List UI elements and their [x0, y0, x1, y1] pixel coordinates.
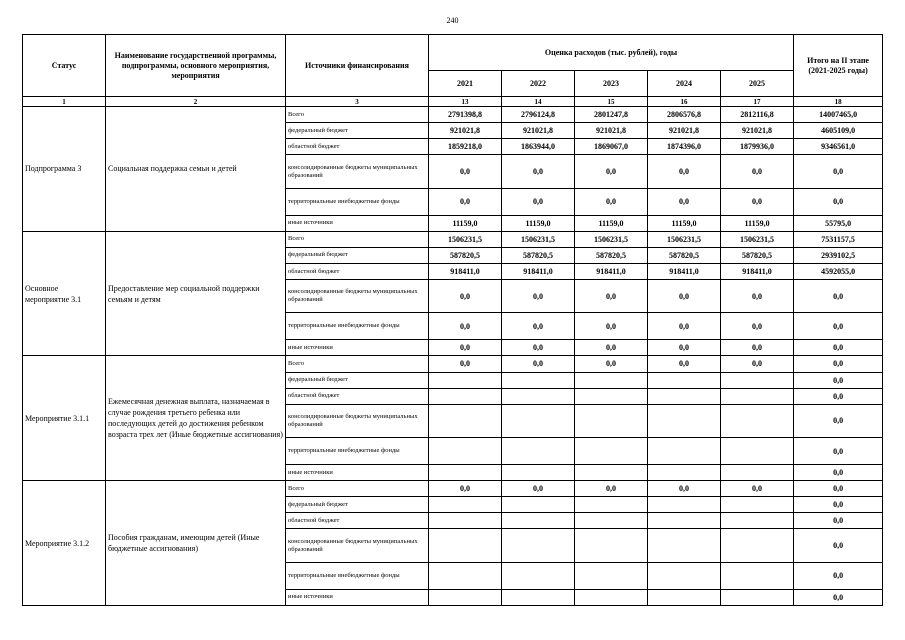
year-value — [502, 529, 575, 562]
total-value: 0,0 — [794, 513, 883, 529]
year-value — [429, 404, 502, 437]
year-value: 587820,5 — [575, 247, 648, 263]
year-value: 11159,0 — [648, 215, 721, 231]
year-value — [429, 438, 502, 465]
year-value: 921021,8 — [429, 123, 502, 139]
year-value: 1859218,0 — [429, 139, 502, 155]
funding-source: территориальные внебюджетные фонды — [286, 562, 429, 589]
year-value: 1506231,5 — [575, 231, 648, 247]
column-index: 17 — [721, 97, 794, 107]
total-value: 0,0 — [794, 464, 883, 480]
total-value: 14007465,0 — [794, 107, 883, 123]
section-name: Ежемесячная денежная выплата, назначаемая в случае рождения третьего ребенка или последующих детей до достижения ребенком возраста трех лет (Иные бюджетные ассигнования) — [106, 356, 286, 481]
section-name: Пособия гражданам, имеющим детей (Иные бюджетные ассигнования) — [106, 481, 286, 606]
section-name: Социальная поддержка семьи и детей — [106, 107, 286, 232]
year-value: 921021,8 — [502, 123, 575, 139]
year-value — [575, 529, 648, 562]
year-value: 918411,0 — [648, 263, 721, 279]
section-status: Основное мероприятие 3.1 — [23, 231, 106, 356]
header-total: Итого на II этапе (2021-2025 годы) — [794, 35, 883, 97]
year-value — [429, 388, 502, 404]
year-value — [721, 372, 794, 388]
year-value: 0,0 — [721, 280, 794, 313]
funding-source: Всего — [286, 231, 429, 247]
year-value — [429, 589, 502, 605]
year-value: 0,0 — [721, 313, 794, 340]
year-value: 918411,0 — [721, 263, 794, 279]
total-value: 0,0 — [794, 356, 883, 372]
year-value: 0,0 — [502, 280, 575, 313]
year-value — [575, 513, 648, 529]
header-status: Статус — [23, 35, 106, 97]
header-year: 2023 — [575, 71, 648, 97]
table-row — [23, 481, 883, 497]
year-value: 2791398,8 — [429, 107, 502, 123]
year-value: 11159,0 — [429, 215, 502, 231]
header-year: 2022 — [502, 71, 575, 97]
year-value — [502, 438, 575, 465]
funding-source: Всего — [286, 481, 429, 497]
year-value — [721, 438, 794, 465]
total-value: 0,0 — [794, 188, 883, 215]
year-value — [502, 464, 575, 480]
funding-source: территориальные внебюджетные фонды — [286, 438, 429, 465]
year-value: 0,0 — [648, 356, 721, 372]
funding-source: консолидированные бюджеты муниципальных образований — [286, 280, 429, 313]
year-value: 0,0 — [648, 155, 721, 188]
year-value: 921021,8 — [648, 123, 721, 139]
total-value: 4592055,0 — [794, 263, 883, 279]
year-value: 587820,5 — [429, 247, 502, 263]
table-row — [23, 356, 883, 372]
page-number: 240 — [446, 16, 459, 25]
funding-source: иные источники — [286, 215, 429, 231]
funding-source: территориальные внебюджетные фонды — [286, 313, 429, 340]
total-value: 9346561,0 — [794, 139, 883, 155]
funding-source: иные источники — [286, 340, 429, 356]
total-value: 4605109,0 — [794, 123, 883, 139]
year-value: 587820,5 — [502, 247, 575, 263]
year-value: 0,0 — [429, 340, 502, 356]
year-value — [721, 589, 794, 605]
year-value — [648, 513, 721, 529]
year-value: 921021,8 — [721, 123, 794, 139]
year-value: 918411,0 — [575, 263, 648, 279]
year-value: 0,0 — [721, 188, 794, 215]
year-value — [721, 562, 794, 589]
year-value: 0,0 — [721, 155, 794, 188]
year-value: 0,0 — [648, 188, 721, 215]
funding-source: федеральный бюджет — [286, 247, 429, 263]
year-value: 0,0 — [575, 313, 648, 340]
year-value — [502, 388, 575, 404]
total-value: 0,0 — [794, 155, 883, 188]
year-value: 11159,0 — [502, 215, 575, 231]
year-value — [429, 513, 502, 529]
total-value: 0,0 — [794, 529, 883, 562]
year-value: 0,0 — [502, 313, 575, 340]
year-value — [721, 497, 794, 513]
year-value: 0,0 — [721, 356, 794, 372]
year-value: 1879936,0 — [721, 139, 794, 155]
table-row — [23, 107, 883, 123]
year-value — [575, 497, 648, 513]
year-value — [648, 404, 721, 437]
year-value: 0,0 — [575, 356, 648, 372]
total-value: 2939102,5 — [794, 247, 883, 263]
table-row — [23, 231, 883, 247]
total-value: 0,0 — [794, 562, 883, 589]
funding-source: областной бюджет — [286, 388, 429, 404]
total-value: 0,0 — [794, 404, 883, 437]
year-value — [648, 372, 721, 388]
funding-source: федеральный бюджет — [286, 123, 429, 139]
total-value: 0,0 — [794, 372, 883, 388]
year-value — [429, 529, 502, 562]
section-name: Предоставление мер социальной поддержки семьям и детям — [106, 231, 286, 356]
total-value: 0,0 — [794, 589, 883, 605]
column-index: 16 — [648, 97, 721, 107]
total-value: 0,0 — [794, 313, 883, 340]
year-value — [502, 562, 575, 589]
year-value: 587820,5 — [721, 247, 794, 263]
column-index: 15 — [575, 97, 648, 107]
year-value: 2796124,8 — [502, 107, 575, 123]
year-value — [721, 513, 794, 529]
year-value — [575, 562, 648, 589]
year-value — [721, 404, 794, 437]
year-value — [648, 529, 721, 562]
year-value — [575, 438, 648, 465]
year-value: 2812116,8 — [721, 107, 794, 123]
header-estimate: Оценка расходов (тыс. рублей), годы — [429, 35, 794, 71]
year-value: 0,0 — [721, 481, 794, 497]
year-value: 0,0 — [429, 481, 502, 497]
year-value: 1506231,5 — [721, 231, 794, 247]
year-value: 11159,0 — [575, 215, 648, 231]
year-value — [429, 497, 502, 513]
year-value: 0,0 — [575, 188, 648, 215]
funding-source: федеральный бюджет — [286, 497, 429, 513]
year-value: 0,0 — [648, 313, 721, 340]
year-value: 0,0 — [429, 280, 502, 313]
year-value — [429, 464, 502, 480]
year-value — [575, 589, 648, 605]
year-value: 587820,5 — [648, 247, 721, 263]
year-value — [648, 464, 721, 480]
year-value: 1869067,0 — [575, 139, 648, 155]
funding-source: областной бюджет — [286, 263, 429, 279]
column-index: 1 — [23, 97, 106, 107]
total-value: 0,0 — [794, 481, 883, 497]
funding-source: иные источники — [286, 464, 429, 480]
year-value — [502, 372, 575, 388]
year-value: 921021,8 — [575, 123, 648, 139]
year-value: 0,0 — [429, 313, 502, 340]
year-value: 0,0 — [429, 188, 502, 215]
year-value: 918411,0 — [429, 263, 502, 279]
year-value: 0,0 — [575, 155, 648, 188]
year-value: 0,0 — [502, 155, 575, 188]
year-value: 2801247,8 — [575, 107, 648, 123]
column-index: 18 — [794, 97, 883, 107]
section-status: Подпрограмма 3 — [23, 107, 106, 232]
year-value: 0,0 — [648, 481, 721, 497]
section-status: Мероприятие 3.1.2 — [23, 481, 106, 606]
year-value: 0,0 — [502, 188, 575, 215]
year-value — [575, 464, 648, 480]
column-index: 13 — [429, 97, 502, 107]
year-value: 1506231,5 — [502, 231, 575, 247]
header-name: Наименование государственной программы, подпрограммы, основного мероприятия, мероприятия — [106, 35, 286, 97]
funding-source: областной бюджет — [286, 139, 429, 155]
funding-source: Всего — [286, 356, 429, 372]
total-value: 0,0 — [794, 388, 883, 404]
year-value: 0,0 — [648, 280, 721, 313]
year-value — [502, 497, 575, 513]
year-value: 0,0 — [721, 340, 794, 356]
funding-source: консолидированные бюджеты муниципальных образований — [286, 404, 429, 437]
total-value: 0,0 — [794, 280, 883, 313]
year-value — [721, 529, 794, 562]
year-value: 918411,0 — [502, 263, 575, 279]
funding-source: консолидированные бюджеты муниципальных образований — [286, 529, 429, 562]
funding-source: территориальные внебюджетные фонды — [286, 188, 429, 215]
year-value: 0,0 — [575, 280, 648, 313]
total-value: 0,0 — [794, 497, 883, 513]
total-value: 0,0 — [794, 438, 883, 465]
year-value — [648, 562, 721, 589]
header-sources: Источники финансирования — [286, 35, 429, 97]
year-value — [648, 438, 721, 465]
year-value — [648, 497, 721, 513]
total-value: 7531157,5 — [794, 231, 883, 247]
column-index: 14 — [502, 97, 575, 107]
year-value — [721, 388, 794, 404]
year-value: 1506231,5 — [429, 231, 502, 247]
funding-source: федеральный бюджет — [286, 372, 429, 388]
year-value: 1506231,5 — [648, 231, 721, 247]
year-value: 0,0 — [575, 340, 648, 356]
year-value — [502, 404, 575, 437]
year-value: 2806576,8 — [648, 107, 721, 123]
column-index: 3 — [286, 97, 429, 107]
year-value — [648, 388, 721, 404]
column-index: 2 — [106, 97, 286, 107]
year-value — [575, 404, 648, 437]
year-value — [502, 513, 575, 529]
header-year: 2025 — [721, 71, 794, 97]
year-value: 0,0 — [502, 340, 575, 356]
year-value — [575, 372, 648, 388]
funding-source: иные источники — [286, 589, 429, 605]
year-value — [429, 372, 502, 388]
funding-source: областной бюджет — [286, 513, 429, 529]
header-year: 2024 — [648, 71, 721, 97]
header-year: 2021 — [429, 71, 502, 97]
funding-source: Всего — [286, 107, 429, 123]
year-value — [575, 388, 648, 404]
table-body — [23, 107, 883, 606]
year-value: 0,0 — [502, 356, 575, 372]
section-status: Мероприятие 3.1.1 — [23, 356, 106, 481]
column-index-row — [23, 97, 883, 107]
year-value: 0,0 — [502, 481, 575, 497]
year-value: 1874396,0 — [648, 139, 721, 155]
year-value — [648, 589, 721, 605]
year-value — [502, 589, 575, 605]
year-value — [721, 464, 794, 480]
year-value: 1863944,0 — [502, 139, 575, 155]
year-value: 0,0 — [429, 155, 502, 188]
year-value: 0,0 — [648, 340, 721, 356]
year-value: 11159,0 — [721, 215, 794, 231]
year-value: 0,0 — [429, 356, 502, 372]
funding-source: консолидированные бюджеты муниципальных образований — [286, 155, 429, 188]
total-value: 0,0 — [794, 340, 883, 356]
budget-table — [22, 34, 883, 606]
total-value: 55795,0 — [794, 215, 883, 231]
year-value: 0,0 — [575, 481, 648, 497]
year-value — [429, 562, 502, 589]
